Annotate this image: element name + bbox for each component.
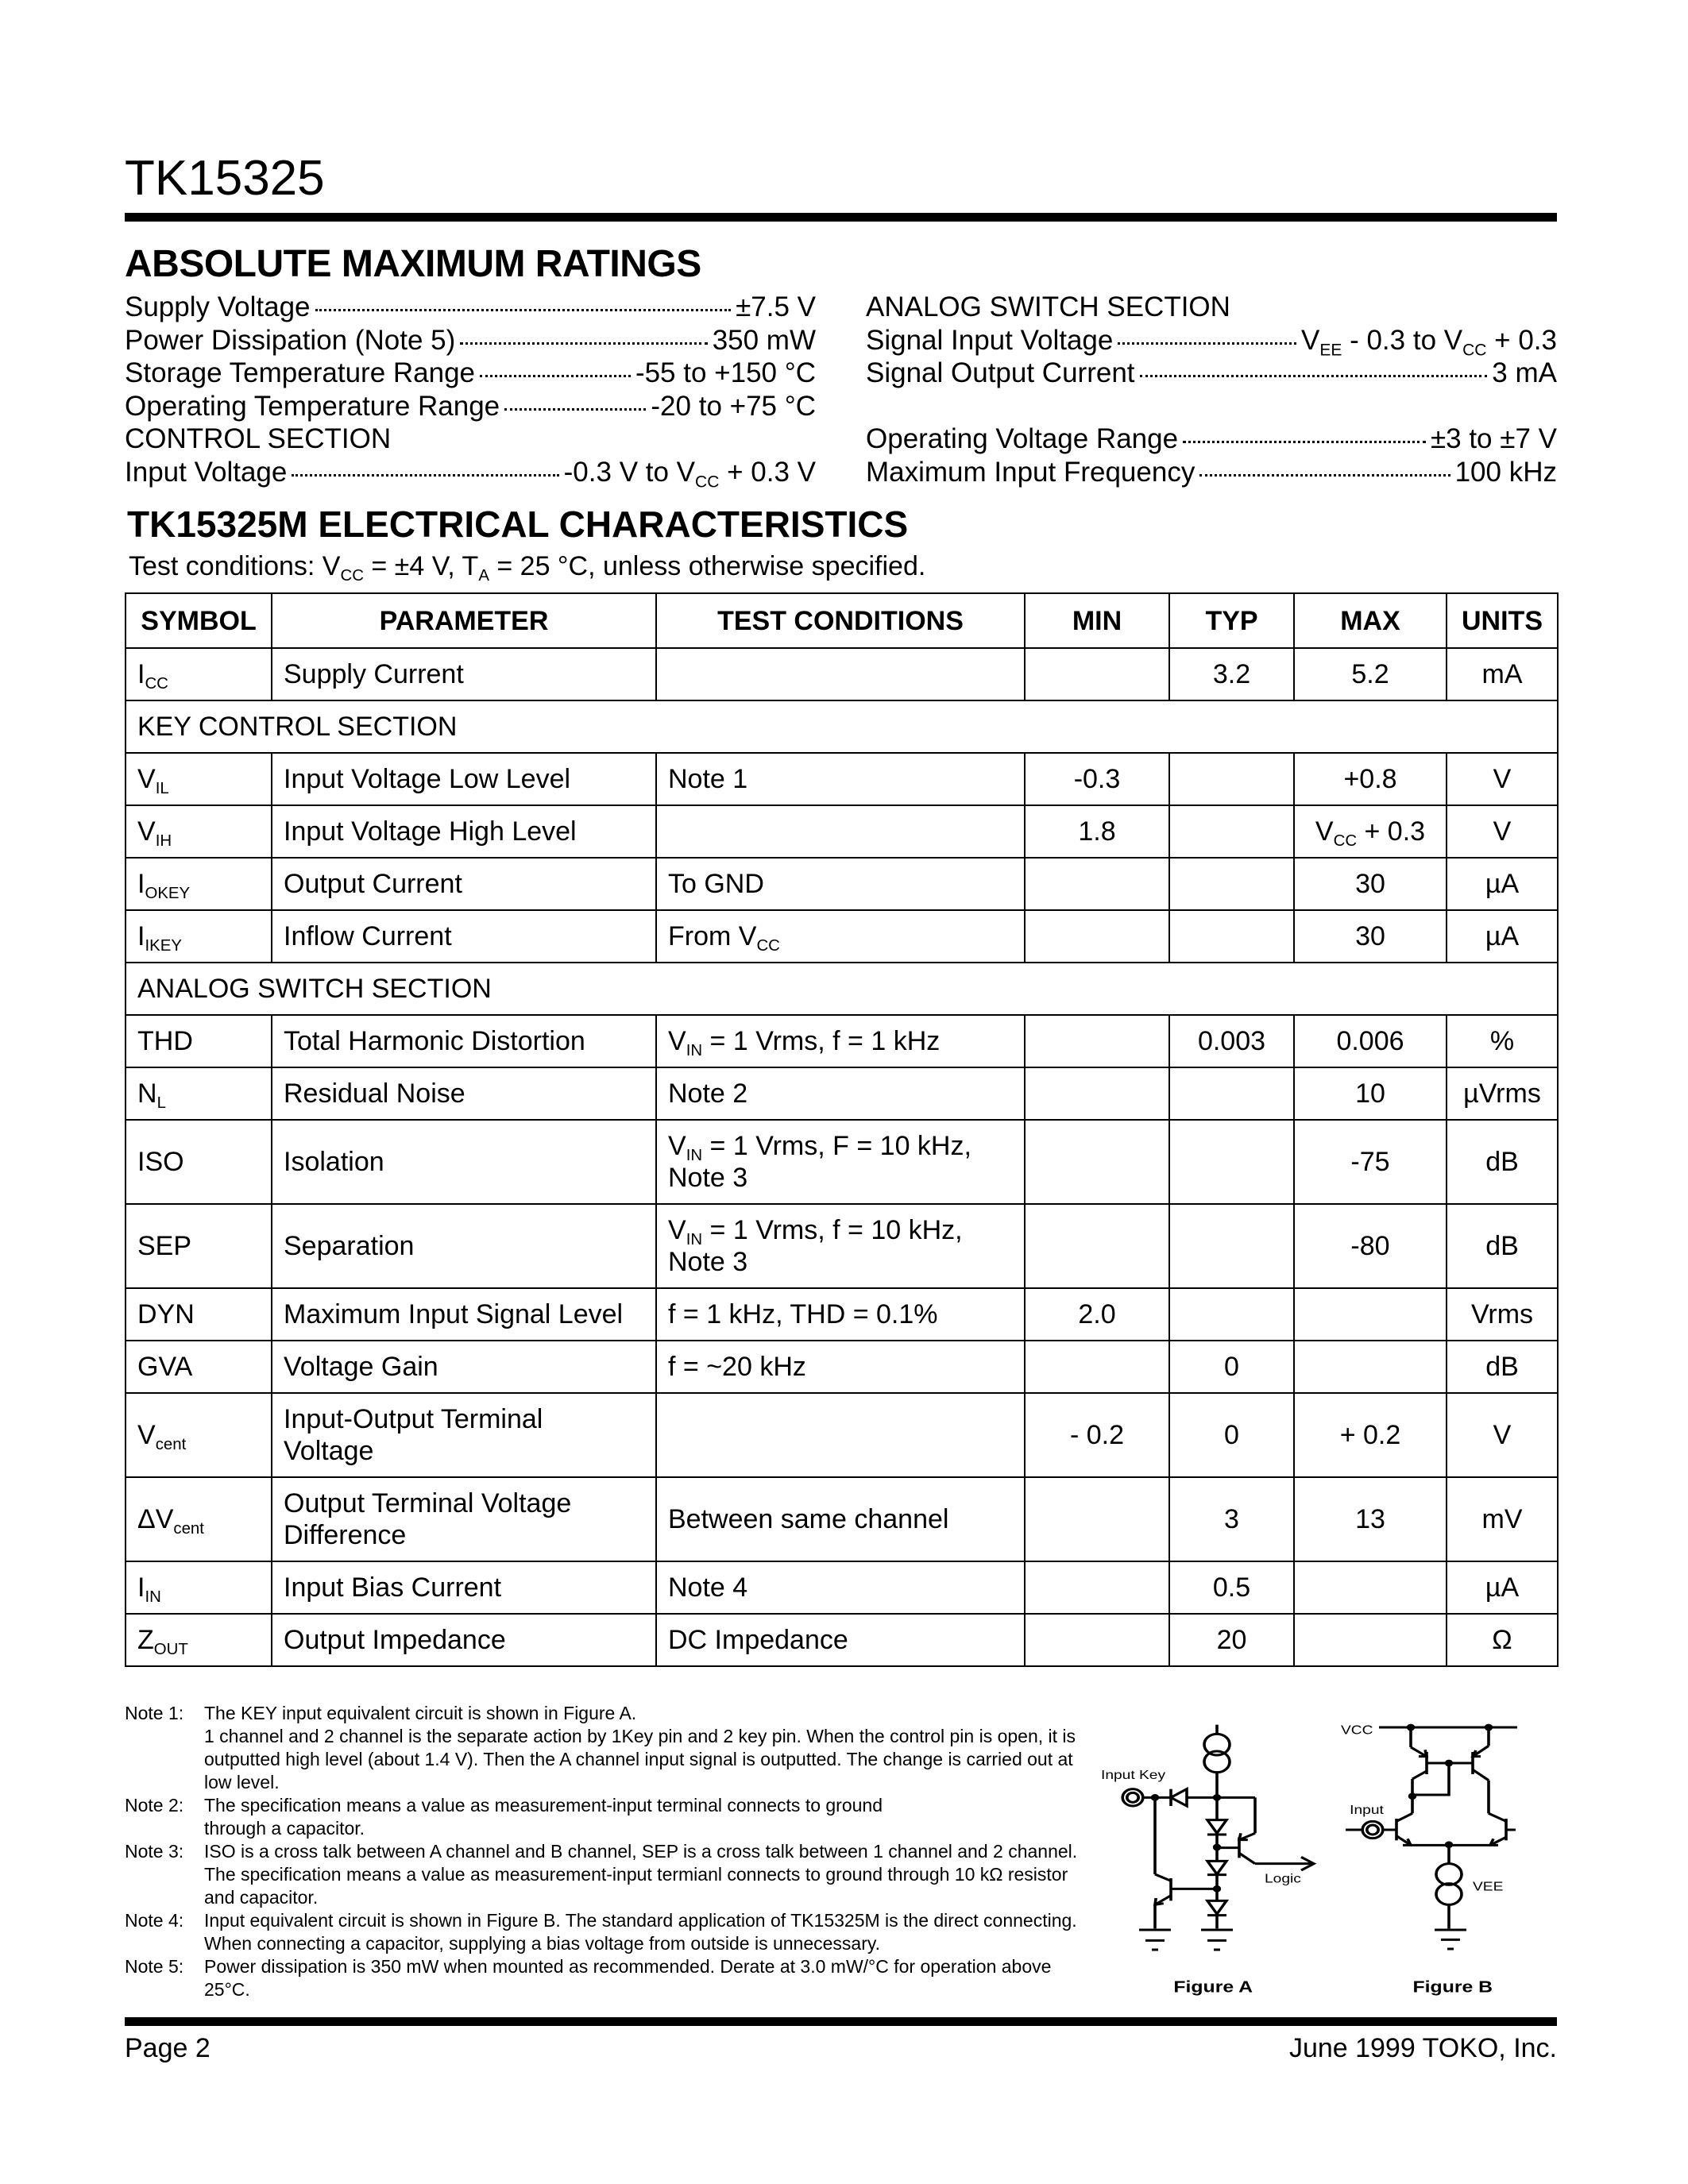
min-cell (1025, 858, 1169, 910)
conditions-cell (656, 648, 1025, 700)
typ-cell: 20 (1169, 1614, 1294, 1666)
header-rule (125, 213, 1557, 222)
note-item (125, 1794, 1086, 1840)
conditions-cell (656, 805, 1025, 858)
rating-label: Input Voltage (125, 456, 288, 488)
min-cell (1025, 910, 1169, 963)
absolute-max-heading: ABSOLUTE MAXIMUM RATINGS (125, 243, 701, 285)
units-cell: dB (1447, 1204, 1558, 1288)
conditions-cell: To GND (656, 858, 1025, 910)
subscript: CC (1333, 832, 1358, 851)
units-cell: µA (1447, 858, 1558, 910)
dot-leader (1199, 474, 1450, 477)
table-row (126, 1477, 1558, 1561)
column-header: MAX (1294, 593, 1447, 648)
column-header: UNITS (1447, 593, 1558, 648)
figure-a-caption: Figure A (1173, 1977, 1253, 1996)
electrical-heading: TK15325M ELECTRICAL CHARACTERISTICS (127, 504, 909, 545)
note-text: The KEY input equivalent circuit is shown in Figure A. 1 channel and 2 channel is the separate action by 1Key pin and 2 key pin. When the control pin is open, it is outputted high level (about 1.4 V). Then the A channel input signal is outputted. The change is carried out at low level. (204, 1703, 1076, 1792)
table-header-row (126, 593, 1558, 648)
typ-cell: 0.5 (1169, 1561, 1294, 1614)
note-text: The specification means a value as measurement-input terminal connects to ground through a capacitor. (204, 1795, 883, 1839)
table-row (126, 1204, 1558, 1288)
min-cell (1025, 1067, 1169, 1120)
symbol-cell: SEP (126, 1204, 272, 1288)
conditions-cell: $V_{IN} = 1$ Vrms, f = 10 kHz, Note 3 (656, 1204, 1025, 1288)
rating-row (125, 291, 816, 324)
typ-cell (1169, 805, 1294, 858)
symbol-cell: $V_{IH}$ (126, 805, 272, 858)
table-row (126, 1393, 1558, 1477)
parameter-cell: Separation (272, 1204, 656, 1288)
note-text: Power dissipation is 350 mW when mounted as recommended. Derate at 3.0 mW/°C for operation above 25°C. (204, 1956, 1052, 2000)
typ-cell: 0 (1169, 1341, 1294, 1393)
rating-row (125, 324, 816, 357)
conditions-cell: $V_{IN} = 1$ Vrms, F = 10 kHz, Note 3 (656, 1120, 1025, 1204)
dot-leader (1183, 441, 1426, 443)
min-cell: -0.3 (1025, 753, 1169, 805)
note-label: Note 1: (125, 1703, 184, 1723)
test-conditions: Test conditions: $V_{CC} = \pm 4$ V, $T_A = 25$ °C, unless otherwise specified. (129, 551, 926, 585)
rating-row (866, 390, 1557, 423)
typ-cell: 3.2 (1169, 648, 1294, 700)
figure-a-logic-label: Logic (1265, 1871, 1301, 1886)
rating-value: -55 to +150 °C (635, 357, 816, 388)
symbol-cell: $\Delta V_{cent}$ (126, 1477, 272, 1561)
rating-row (866, 423, 1557, 456)
symbol-cell: $Z_{OUT}$ (126, 1614, 272, 1666)
typ-cell: 0 (1169, 1393, 1294, 1477)
parameter-cell: Input Voltage Low Level (272, 753, 656, 805)
rating-label: Supply Voltage (125, 291, 311, 322)
table-row (126, 1614, 1558, 1666)
symbol-cell: ISO (126, 1120, 272, 1204)
table-row (126, 1015, 1558, 1067)
section-row (126, 963, 1558, 1015)
max-cell: -80 (1294, 1204, 1447, 1288)
max-cell: 30 (1294, 910, 1447, 963)
table-row (126, 1561, 1558, 1614)
note-label: Note 2: (125, 1795, 184, 1815)
max-cell (1294, 1288, 1447, 1341)
typ-cell (1169, 1204, 1294, 1288)
rating-label: Signal Input Voltage (866, 324, 1114, 356)
units-cell: dB (1447, 1120, 1558, 1204)
rating-label: Signal Output Current (866, 357, 1135, 388)
parameter-cell: Output Impedance (272, 1614, 656, 1666)
subscript: IN (686, 1042, 703, 1060)
rating-section-heading: CONTROL SECTION (125, 423, 392, 454)
subscript: cent (173, 1520, 204, 1538)
subscript: IL (155, 780, 169, 798)
conditions-cell: Note 2 (656, 1067, 1025, 1120)
note-item (125, 1702, 1086, 1794)
subscript: CC (145, 675, 168, 693)
subscript: IN (686, 1147, 703, 1165)
symbol-cell: GVA (126, 1341, 272, 1393)
min-cell (1025, 1614, 1169, 1666)
rating-section-heading: ANALOG SWITCH SECTION (866, 291, 1230, 322)
table-row (126, 910, 1558, 963)
min-cell: - 0.2 (1025, 1393, 1169, 1477)
rating-row (866, 456, 1557, 489)
dot-leader (480, 375, 631, 377)
max-cell (1294, 1341, 1447, 1393)
column-header: MIN (1025, 593, 1169, 648)
typ-cell (1169, 753, 1294, 805)
rating-row (125, 423, 816, 456)
units-cell: Ω (1447, 1614, 1558, 1666)
symbol-cell: $I_{OKEY}$ (126, 858, 272, 910)
dot-leader (504, 408, 646, 411)
column-header: SYMBOL (126, 593, 272, 648)
figure-b-vee-label: VEE (1473, 1879, 1504, 1894)
dot-leader (292, 474, 558, 477)
conditions-cell: f = ~20 kHz (656, 1341, 1025, 1393)
max-cell: 0.006 (1294, 1015, 1447, 1067)
parameter-cell: Total Harmonic Distortion (272, 1015, 656, 1067)
units-cell: Vrms (1447, 1288, 1558, 1341)
dot-leader (1118, 342, 1296, 345)
note-item (125, 1955, 1086, 2001)
rating-value: ±3 to ±7 V (1430, 423, 1557, 454)
max-cell: 30 (1294, 858, 1447, 910)
equivalent-circuit-figures (1080, 1692, 1573, 2025)
section-row (126, 700, 1558, 753)
min-cell (1025, 1120, 1169, 1204)
dot-leader (460, 342, 707, 345)
note-text: Input equivalent circuit is shown in Figure B. The standard application of TK15325M is the direct connecting. When connecting a capacitor, supplying a bias voltage from outside is unnecessary. (204, 1910, 1077, 1954)
conditions-cell: Note 1 (656, 753, 1025, 805)
subscript: CC (756, 937, 780, 955)
symbol-cell: $V_{IL}$ (126, 753, 272, 805)
max-cell: 5.2 (1294, 648, 1447, 700)
note-item (125, 1840, 1086, 1909)
units-cell: dB (1447, 1341, 1558, 1393)
subscript: CC (695, 472, 720, 491)
symbol-cell: $I_{IKEY}$ (126, 910, 272, 963)
table-row (126, 1067, 1558, 1120)
rating-label: Storage Temperature Range (125, 357, 476, 388)
note-label: Note 5: (125, 1956, 184, 1977)
max-cell: $V_{CC} + 0.3$ (1294, 805, 1447, 858)
note-label: Note 3: (125, 1841, 184, 1862)
units-cell: % (1447, 1015, 1558, 1067)
parameter-cell: Voltage Gain (272, 1341, 656, 1393)
typ-cell (1169, 1067, 1294, 1120)
dot-leader (1140, 375, 1488, 377)
subscript: IN (686, 1231, 703, 1249)
conditions-cell: $V_{IN} = 1$ Vrms, f = 1 kHz (656, 1015, 1025, 1067)
max-cell (1294, 1614, 1447, 1666)
symbol-cell: $N_L$ (126, 1067, 272, 1120)
subscript: OKEY (145, 885, 191, 903)
table-row (126, 1120, 1558, 1204)
notes (125, 1702, 1086, 2001)
parameter-cell: Supply Current (272, 648, 656, 700)
rating-value: 350 mW (712, 324, 816, 356)
section-label: KEY CONTROL SECTION (126, 700, 1558, 753)
typ-cell (1169, 1288, 1294, 1341)
subscript: cent (155, 1436, 187, 1454)
column-header: TEST CONDITIONS (656, 593, 1025, 648)
min-cell (1025, 1341, 1169, 1393)
symbol-cell: $V_{cent}$ (126, 1393, 272, 1477)
rating-label: Power Dissipation (Note 5) (125, 324, 456, 356)
max-cell: + 0.2 (1294, 1393, 1447, 1477)
typ-cell (1169, 1120, 1294, 1204)
subscript: IN (145, 1588, 161, 1607)
min-cell: 1.8 (1025, 805, 1169, 858)
table-row (126, 1288, 1558, 1341)
rating-value: 100 kHz (1454, 456, 1557, 488)
figure-b-vcc-label: VCC (1341, 1722, 1373, 1737)
max-cell: 10 (1294, 1067, 1447, 1120)
typ-cell (1169, 910, 1294, 963)
footer-rule (125, 2017, 1557, 2026)
conditions-cell (656, 1393, 1025, 1477)
conditions-cell: f = 1 kHz, THD = 0.1% (656, 1288, 1025, 1341)
note-item (125, 1909, 1086, 1955)
conditions-cell: From $V_{CC}$ (656, 910, 1025, 963)
min-cell (1025, 648, 1169, 700)
dot-leader (315, 309, 732, 311)
ratings-left-column (125, 291, 816, 491)
min-cell (1025, 1561, 1169, 1614)
parameter-cell: Inflow Current (272, 910, 656, 963)
min-cell (1025, 1015, 1169, 1067)
parameter-cell: Input-Output Terminal Voltage (272, 1393, 656, 1477)
subscript: OUT (153, 1641, 188, 1659)
conditions-cell: DC Impedance (656, 1614, 1025, 1666)
figure-b-input-label: Input (1350, 1802, 1384, 1817)
conditions-cell: Note 4 (656, 1561, 1025, 1614)
rating-value: 3 mA (1492, 357, 1557, 388)
figure-b-circuit (1346, 1727, 1517, 1949)
units-cell: V (1447, 753, 1558, 805)
min-cell (1025, 1204, 1169, 1288)
conditions-cell: Between same channel (656, 1477, 1025, 1561)
units-cell: µA (1447, 910, 1558, 963)
symbol-cell: $I_{IN}$ (126, 1561, 272, 1614)
parameter-cell: Output Terminal Voltage Difference (272, 1477, 656, 1561)
parameter-cell: Maximum Input Signal Level (272, 1288, 656, 1341)
units-cell: V (1447, 805, 1558, 858)
symbol-cell: DYN (126, 1288, 272, 1341)
max-cell (1294, 1561, 1447, 1614)
table-row (126, 858, 1558, 910)
table-row (126, 648, 1558, 700)
symbol-cell: THD (126, 1015, 272, 1067)
min-cell (1025, 1477, 1169, 1561)
rating-row (866, 291, 1557, 324)
subscript: A (478, 567, 489, 585)
parameter-cell: Isolation (272, 1120, 656, 1204)
parameter-cell: Residual Noise (272, 1067, 656, 1120)
symbol-cell: $I_{CC}$ (126, 648, 272, 700)
subscript: CC (1462, 340, 1487, 359)
figure-a-input-key-label: Input Key (1101, 1767, 1166, 1782)
parameter-cell: Input Bias Current (272, 1561, 656, 1614)
subscript: EE (1319, 340, 1342, 359)
subscript: CC (340, 567, 364, 585)
rating-label: Maximum Input Frequency (866, 456, 1196, 488)
rating-value: $V_{EE} - 0.3$ to $V_{CC} + 0.3$ (1300, 324, 1557, 359)
typ-cell (1169, 858, 1294, 910)
ratings-right-column (866, 291, 1557, 488)
table-row (126, 753, 1558, 805)
figure-b-caption: Figure B (1412, 1977, 1493, 1996)
rating-value: ±7.5 V (736, 291, 816, 322)
table-row (126, 1341, 1558, 1393)
rating-label: Operating Voltage Range (866, 423, 1179, 454)
electrical-characteristics-table (125, 592, 1559, 1667)
footer-date-company: June 1999 TOKO, Inc. (1288, 2033, 1557, 2063)
column-header: PARAMETER (272, 593, 656, 648)
rating-row (125, 390, 816, 423)
subscript: L (156, 1094, 166, 1113)
table-row (126, 805, 1558, 858)
units-cell: mA (1447, 648, 1558, 700)
section-label: ANALOG SWITCH SECTION (126, 963, 1558, 1015)
typ-cell: 3 (1169, 1477, 1294, 1561)
rating-row (125, 357, 816, 390)
note-label: Note 4: (125, 1910, 184, 1931)
typ-cell: 0.003 (1169, 1015, 1294, 1067)
units-cell: µVrms (1447, 1067, 1558, 1120)
figure-a-circuit (1122, 1725, 1314, 1950)
document-title: TK15325 (125, 151, 325, 206)
min-cell: 2.0 (1025, 1288, 1169, 1341)
rating-value: -20 to +75 °C (651, 390, 816, 422)
max-cell: +0.8 (1294, 753, 1447, 805)
units-cell: µA (1447, 1561, 1558, 1614)
rating-row (125, 456, 816, 489)
note-text: ISO is a cross talk between A channel and B channel, SEP is a cross talk between 1 channel and 2 channel. The specification means a value as measurement-input termianl connects to ground through 10 kΩ resistor and capacitor. (204, 1841, 1078, 1908)
rating-row (866, 324, 1557, 357)
subscript: IKEY (145, 937, 182, 955)
parameter-cell: Input Voltage High Level (272, 805, 656, 858)
subscript: IH (155, 832, 172, 851)
max-cell: 13 (1294, 1477, 1447, 1561)
rating-row (866, 357, 1557, 390)
rating-value: -0.3 V to $V_{CC} + 0.3$ V (563, 456, 816, 491)
rating-label: Operating Temperature Range (125, 390, 500, 422)
units-cell: mV (1447, 1477, 1558, 1561)
page-number: Page 2 (125, 2033, 211, 2063)
units-cell: V (1447, 1393, 1558, 1477)
column-header: TYP (1169, 593, 1294, 648)
max-cell: -75 (1294, 1120, 1447, 1204)
parameter-cell: Output Current (272, 858, 656, 910)
